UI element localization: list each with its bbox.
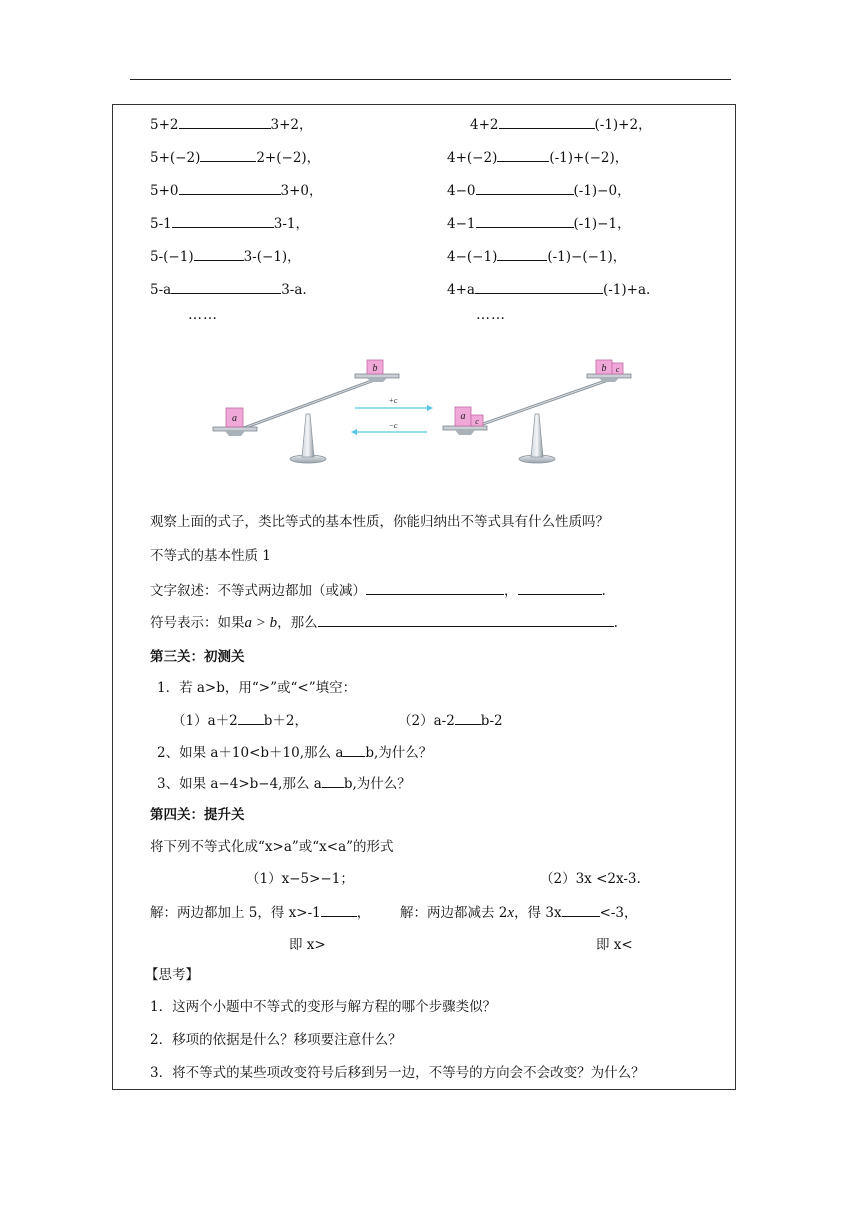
- right-eq-4: 4−1 (-1)−1，: [447, 216, 631, 232]
- level3-title: 第三关：初测关: [150, 649, 245, 665]
- observe-text: 观察上面的式子，类比等式的基本性质，你能归纳出不等式具有什么性质吗？: [150, 514, 609, 530]
- blank[interactable]: [343, 743, 365, 757]
- symbol-expression: 符号表示：如果a > b，那么 .: [150, 615, 618, 631]
- left-ellipsis: ……: [188, 307, 218, 323]
- level4-then-2: 即 x<: [596, 937, 633, 953]
- block-c-label-left: c: [475, 417, 479, 426]
- left-eq-6: 5-a 3-a.: [150, 282, 307, 298]
- blank[interactable]: [499, 115, 595, 129]
- header-rule: [130, 79, 731, 80]
- right-eq-1: 4+2 (-1)+2，: [470, 117, 652, 133]
- left-eq-5: 5-(−1) 3-(−1)，: [150, 249, 301, 265]
- think-q2: 2．移项的依据是什么？移项要注意什么？: [150, 1032, 402, 1048]
- level4-intro: 将下列不等式化成“x>a”或“x<a”的形式: [150, 839, 394, 855]
- transform-arrows: [351, 396, 433, 435]
- left-eq-3: 5+0 3+0，: [150, 183, 323, 199]
- right-eq-6: 4+a (-1)+a.: [447, 282, 651, 298]
- blank[interactable]: [455, 711, 481, 725]
- blank[interactable]: [179, 181, 281, 195]
- block-a-label: a: [232, 413, 237, 424]
- left-eq-1: 5+2 3+2，: [150, 117, 313, 133]
- level3-q2: 2、如果 a＋10<b＋10,那么 a b,为什么？: [157, 745, 433, 761]
- right-eq-3: 4−0 (-1)−0，: [447, 183, 631, 199]
- think-title: 【思考】: [145, 967, 199, 983]
- blank[interactable]: [194, 247, 244, 261]
- level4-problem-2: （2）3x <2x-3.: [540, 871, 641, 887]
- level3-q1b: （2）a-2 b-2: [398, 713, 503, 729]
- block-c-label-right: c: [615, 365, 620, 374]
- text-description: 文字叙述：不等式两边都加（或减） ， .: [150, 583, 606, 599]
- arrow-plus-c-label: +c: [388, 396, 398, 405]
- property-title: 不等式的基本性质 1: [150, 548, 271, 564]
- blank[interactable]: [238, 711, 264, 725]
- right-ellipsis: ……: [476, 307, 506, 323]
- block-a-label-right: a: [460, 411, 466, 422]
- right-eq-2: 4+(−2) (-1)+(−2)，: [447, 150, 629, 166]
- level4-solution-2: 解：两边都减去 2x，得 3x <-3，: [400, 905, 638, 921]
- blank[interactable]: [318, 613, 614, 627]
- blank[interactable]: [179, 115, 271, 129]
- arrow-minus-c-label: −c: [388, 421, 398, 430]
- level4-title: 第四关：提升关: [150, 807, 245, 823]
- blank[interactable]: [497, 247, 547, 261]
- right-scale: [443, 360, 631, 463]
- left-eq-4: 5-1 3-1，: [150, 216, 309, 232]
- balance-scales-figure: [205, 352, 635, 470]
- blank[interactable]: [497, 148, 549, 162]
- left-eq-2: 5+(−2) 2+(−2)，: [150, 150, 321, 166]
- level3-q3: 3、如果 a−4>b−4,那么 a b,为什么？: [157, 776, 411, 792]
- blank[interactable]: [518, 581, 602, 595]
- level4-problem-1: （1）x−5>−1；: [246, 871, 354, 887]
- think-q1: 1．这两个小题中不等式的变形与解方程的哪个步骤类似？: [150, 999, 497, 1015]
- level4-solution-1: 解：两边都加上 5，得 x>-1 ，: [150, 905, 371, 921]
- level3-q1: 1．若 a>b，用“>”或“<”填空：: [157, 680, 357, 696]
- block-b-label: b: [372, 363, 378, 374]
- blank[interactable]: [562, 903, 600, 917]
- blank[interactable]: [171, 280, 281, 294]
- blank[interactable]: [200, 148, 256, 162]
- blank[interactable]: [366, 581, 504, 595]
- right-eq-5: 4−(−1) (-1)−(−1)，: [447, 249, 627, 265]
- think-q3: 3．将不等式的某些项改变符号后移到另一边，不等号的方向会不会改变？为什么？: [150, 1065, 645, 1081]
- level3-q1a: （1）a＋2 b＋2，: [172, 713, 308, 729]
- blank[interactable]: [321, 903, 357, 917]
- left-scale: [213, 360, 399, 463]
- block-b-label-right: b: [601, 363, 607, 374]
- level4-then-1: 即 x>: [289, 937, 326, 953]
- blank[interactable]: [476, 181, 574, 195]
- blank[interactable]: [476, 214, 574, 228]
- blank[interactable]: [172, 214, 274, 228]
- blank[interactable]: [322, 774, 344, 788]
- blank[interactable]: [475, 280, 603, 294]
